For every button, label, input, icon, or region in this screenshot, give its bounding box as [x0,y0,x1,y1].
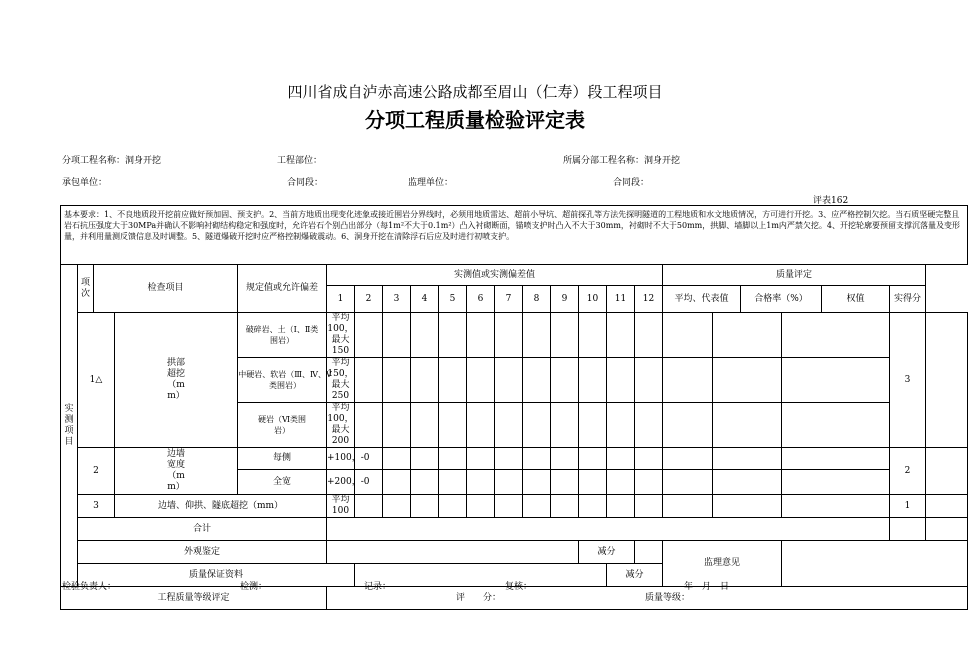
measure-col-10: 10 [579,286,607,313]
item2-name: 边墙宽度（mm） [115,448,238,495]
item2-spec-2: +200，-0 [327,470,355,495]
header-pass-rate: 合格率（%） [741,286,822,313]
contract-section-1: 合同段： [287,178,324,188]
header-score: 实得分 [890,286,926,313]
measure-col-3: 3 [383,286,411,313]
form-number: 评表162 [813,196,849,206]
supervisor: 监理单位： [408,178,454,188]
measure-col-8: 8 [523,286,551,313]
item1-rock-2: 中硬岩、软岩（Ⅲ、Ⅳ、Ⅴ类围岩） [238,358,327,403]
form-title: 分项工程质量检验评定表 [365,108,585,132]
basic-requirements: 基本要求：1、不良地质段开挖前应做好预加固、预支护。2、当前方地质出现变化迹象或接近围岩分界线时，必须用地质雷达、超前小导坑、超前探孔等方法先探明隧道的工程地质和水文地质情况，方可进行开挖。3、应严格控制欠挖。当石质坚硬完整且岩石抗压强度大于30MPa并确认不影响衬砌结构稳定和强度时，允许岩石个别凸出部分（每1m²不大于0.1m²）凸入衬砌断面，锚喷支护时凸入不大于30mm，衬砌时不大于50mm，拱脚、墙脚以上1m内严禁欠挖。4、开挖轮廓要预留支撑沉落量及变形量，并利用量测反馈信息及时调整。5、隧道爆破开挖时应严格控制爆破震动。6、洞身开挖在清除浮石后应及时进行初喷支护。 [61,206,968,265]
measure-col-7: 7 [495,286,523,313]
item2-part-1: 每侧 [238,448,327,470]
header-avg: 平均、代表值 [663,286,741,313]
contractor: 承包单位： [62,178,108,188]
grade-eval-label: 工程质量等级评定 [61,587,327,610]
header-check-item: 检查项目 [94,265,238,313]
item1-spec-2: 平均150，最大250 [327,358,354,401]
tester-label: 检测： [240,582,268,592]
appearance-label: 外观鉴定 [78,541,327,564]
item1-weight: 3 [890,313,926,448]
project-section: 工程部位： [277,156,323,166]
header-item-no: 项次 [78,265,94,313]
recorder-label: 记录： [364,582,392,592]
header-quality: 质量评定 [663,265,926,286]
item1-rock-3: 硬岩（Ⅵ类围岩） [238,403,327,448]
quality-docs-label: 质量保证资料 [78,564,355,587]
item2-part-2: 全宽 [238,470,327,495]
item3-no: 3 [78,495,115,518]
measure-col-4: 4 [411,286,439,313]
header-weight: 权值 [822,286,890,313]
measure-col-12: 12 [635,286,663,313]
item2-weight: 2 [890,448,926,495]
item1-spec-3: 平均100，最大200 [327,403,354,446]
parent-project: 所属分部工程名称：洞身开挖 [563,156,681,166]
grade-label: 质量等级： [645,593,691,603]
measure-col-5: 5 [439,286,467,313]
measure-col-2: 2 [355,286,383,313]
measure-col-6: 6 [467,286,495,313]
contract-section-2: 合同段： [613,178,650,188]
deduct-label-2: 减分 [607,564,663,587]
score-label: 评 分： [456,593,502,603]
header-spec: 规定值或允许偏差 [238,265,327,313]
item3-weight: 1 [890,495,926,518]
item1-spec-1: 平均100，最大150 [327,313,354,356]
item1-rock-1: 破碎岩、土（Ⅰ、Ⅱ类围岩） [238,313,327,358]
measured-items-label: 实测项目 [61,265,78,587]
deduct-label-1: 减分 [579,541,635,564]
header-measured: 实测值或实测偏差值 [327,265,663,286]
project-title: 四川省成自泸赤高速公路成都至眉山（仁寿）段工程项目 [287,83,663,101]
subitem-name: 分项工程名称：洞身开挖 [62,156,162,166]
measure-col-11: 11 [607,286,635,313]
item3-spec: 平均100 [327,495,355,518]
measure-col-9: 9 [551,286,579,313]
total-label: 合计 [78,518,327,541]
supervision-opinion-label: 监理意见 [663,541,782,587]
item1-name: 拱部超挖（mm） [115,313,238,448]
quality-table [60,205,968,610]
item2-spec-1: +100，-0 [327,448,355,470]
item3-name: 边墙、仰拱、隧底超挖（mm） [115,495,327,518]
item2-no: 2 [78,448,115,495]
measure-col-1: 1 [327,286,355,313]
item1-no: 1△ [78,313,115,448]
reviewer-label: 复核： [505,582,533,592]
date-label: 年 月 日 [684,582,730,592]
inspector-label: 检验负责人： [62,582,117,592]
grade-eval-cell [327,587,968,610]
